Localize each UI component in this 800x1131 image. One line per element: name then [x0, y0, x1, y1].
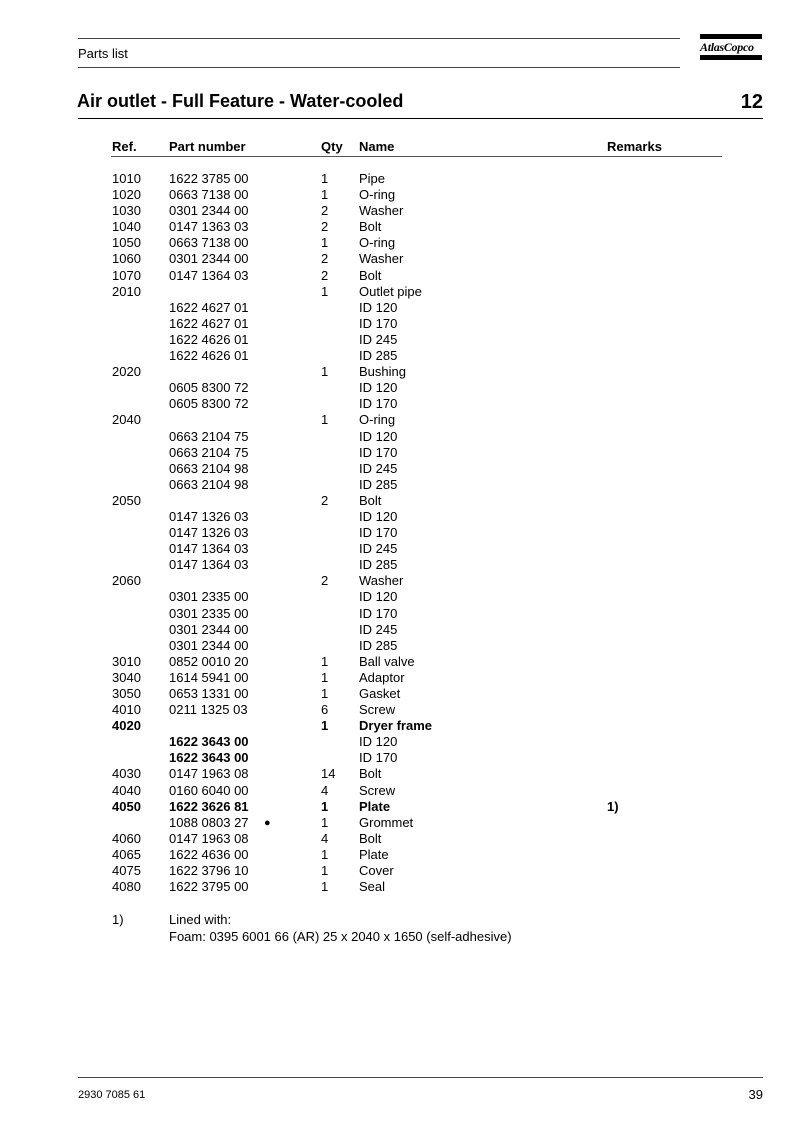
remarks-cell: 1)	[607, 798, 619, 814]
table-row	[0, 606, 800, 622]
name-cell: Adaptor	[359, 669, 405, 685]
table-row	[0, 364, 800, 380]
name-cell: Washer	[359, 251, 404, 267]
ref-cell: 4020	[112, 718, 141, 734]
ref-cell: 1010	[112, 171, 141, 186]
part-number-cell: 1088 0803 27	[169, 814, 249, 830]
name-cell: ID 170	[359, 525, 398, 541]
part-number-cell: 0211 1325 03	[169, 702, 248, 718]
name-cell: Gasket	[359, 686, 401, 701]
ref-cell: 1030	[112, 203, 141, 219]
part-number-cell: 0301 2335 00	[169, 589, 249, 605]
logo-bottom-bar	[700, 55, 762, 60]
part-number-cell: 0663 2104 98	[169, 476, 249, 492]
part-number-cell: 1622 4636 00	[169, 846, 249, 862]
name-cell: Screw	[359, 782, 396, 798]
part-number-cell: 0147 1326 03	[169, 525, 249, 541]
qty-cell: 1	[321, 863, 329, 879]
ref-cell: 4065	[112, 846, 141, 862]
table-row	[0, 300, 800, 316]
name-cell: Washer	[359, 203, 404, 219]
footnote-line-2: Foam: 0395 6001 66 (AR) 25 x 2040 x 1650 (self-adhesive)	[169, 928, 512, 944]
footnote-text	[169, 912, 512, 945]
bullet-marker: ●	[264, 816, 271, 829]
qty-cell: 1	[321, 235, 329, 251]
ref-cell: 4080	[112, 879, 141, 895]
qty-cell: 4	[321, 830, 329, 846]
part-number-cell: 0147 1364 03	[169, 557, 249, 573]
name-cell: Bolt	[359, 830, 382, 846]
part-number-cell: 0301 2344 00	[169, 637, 249, 653]
table-row	[0, 799, 800, 815]
name-cell: ID 245	[359, 541, 398, 557]
name-cell: ID 120	[359, 589, 398, 605]
table-row	[0, 525, 800, 541]
header-top-rule	[78, 38, 680, 39]
ref-cell: 3050	[112, 686, 141, 701]
ref-cell: 2060	[112, 573, 141, 589]
part-number-cell: 1622 3626 81	[169, 798, 249, 814]
table-row	[0, 251, 800, 267]
qty-cell: 1	[321, 283, 329, 299]
part-number-cell: 0663 2104 75	[169, 444, 249, 460]
footer-rule	[78, 1077, 763, 1078]
name-cell: ID 245	[359, 460, 398, 476]
ref-cell: 2040	[112, 412, 141, 428]
table-row	[0, 589, 800, 605]
column-header-ref: Ref.	[112, 139, 137, 154]
part-number-cell: 0663 7138 00	[169, 187, 249, 203]
table-row	[0, 219, 800, 235]
ref-cell: 4060	[112, 830, 141, 846]
part-number-cell: 1622 3796 10	[169, 863, 249, 879]
name-cell: Grommet	[359, 814, 414, 830]
ref-cell: 2010	[112, 283, 141, 299]
ref-cell: 1050	[112, 235, 141, 251]
table-row	[0, 380, 800, 396]
part-number-cell: 0663 2104 98	[169, 460, 249, 476]
table-row	[0, 396, 800, 412]
table-row	[0, 493, 800, 509]
part-number-cell: 1622 3643 00	[169, 734, 249, 750]
name-cell: ID 170	[359, 396, 398, 412]
ref-cell: 2020	[112, 364, 141, 380]
chapter-number: 12	[740, 91, 763, 113]
qty-cell: 1	[321, 879, 329, 895]
ref-cell: 1040	[112, 219, 141, 235]
table-row	[0, 622, 800, 638]
page-title: Air outlet - Full Feature - Water-cooled	[77, 91, 404, 111]
section-label: Parts list	[78, 46, 128, 61]
table-row	[0, 171, 800, 187]
part-number-cell: 0147 1326 03	[169, 508, 249, 524]
table-row	[0, 879, 800, 895]
atlas-copco-logo	[700, 34, 762, 60]
name-cell: ID 170	[359, 315, 398, 331]
name-cell: ID 120	[359, 428, 398, 444]
column-header-remarks: Remarks	[607, 139, 662, 154]
ref-cell: 4075	[112, 863, 141, 879]
table-row	[0, 734, 800, 750]
name-cell: Dryer frame	[359, 718, 432, 734]
ref-cell: 4010	[112, 702, 141, 718]
part-number-cell: 0663 7138 00	[169, 235, 249, 251]
qty-cell: 1	[321, 798, 329, 814]
part-number-cell: 1614 5941 00	[169, 669, 249, 685]
qty-cell: 6	[321, 702, 329, 718]
table-row	[0, 461, 800, 477]
title-rule	[78, 118, 763, 119]
part-number-cell: 1622 4626 01	[169, 348, 249, 364]
qty-cell: 1	[321, 814, 329, 830]
name-cell: ID 120	[359, 734, 398, 750]
qty-cell: 2	[321, 219, 329, 235]
ref-cell: 3040	[112, 669, 141, 685]
part-number-cell: 1622 4627 01	[169, 315, 249, 331]
table-row	[0, 670, 800, 686]
name-cell: ID 285	[359, 348, 398, 364]
part-number-cell: 0852 0010 20	[169, 653, 249, 669]
name-cell: Seal	[359, 879, 386, 895]
column-header-part-number: Part number	[169, 139, 246, 154]
part-number-cell: 0301 2344 00	[169, 203, 249, 219]
part-number-cell: 0147 1363 03	[169, 219, 249, 235]
table-row	[0, 477, 800, 493]
part-number-cell: 0301 2344 00	[169, 251, 249, 267]
page-number: 39	[748, 1087, 763, 1102]
qty-cell: 1	[321, 653, 329, 669]
part-number-cell: 0147 1364 03	[169, 541, 249, 557]
table-row	[0, 429, 800, 445]
table-row	[0, 638, 800, 654]
name-cell: ID 170	[359, 605, 398, 621]
qty-cell: 2	[321, 573, 329, 589]
table-row	[0, 863, 800, 879]
table-row	[0, 509, 800, 525]
logo-wordmark: AtlasCopco	[700, 40, 754, 54]
name-cell: ID 120	[359, 380, 398, 396]
name-cell: O-ring	[359, 235, 396, 251]
name-cell: Ball valve	[359, 653, 415, 669]
table-row	[0, 187, 800, 203]
name-cell: Outlet pipe	[359, 283, 422, 299]
table-row	[0, 203, 800, 219]
table-row	[0, 316, 800, 332]
table-row	[0, 783, 800, 799]
table-row	[0, 702, 800, 718]
qty-cell: 4	[321, 782, 329, 798]
table-row	[0, 686, 800, 702]
qty-cell: 2	[321, 492, 329, 508]
name-cell: ID 245	[359, 331, 398, 347]
name-cell: Plate	[359, 846, 389, 862]
table-row	[0, 284, 800, 300]
table-row	[0, 235, 800, 251]
qty-cell: 2	[321, 267, 329, 283]
name-cell: ID 285	[359, 557, 398, 573]
table-row	[0, 268, 800, 284]
ref-cell: 1070	[112, 267, 141, 283]
table-row	[0, 847, 800, 863]
table-row	[0, 831, 800, 847]
name-cell: Bolt	[359, 766, 382, 782]
table-row	[0, 815, 800, 831]
name-cell: Screw	[359, 702, 396, 718]
qty-cell: 2	[321, 251, 329, 267]
part-number-cell: 0605 8300 72	[169, 380, 249, 396]
table-row	[0, 750, 800, 766]
ref-cell: 2050	[112, 492, 141, 508]
name-cell: ID 285	[359, 637, 398, 653]
name-cell: Washer	[359, 573, 404, 589]
part-number-cell: 1622 3795 00	[169, 879, 249, 895]
name-cell: ID 120	[359, 508, 398, 524]
table-header-rule	[111, 156, 722, 157]
table-row	[0, 766, 800, 782]
table-row	[0, 412, 800, 428]
name-cell: ID 170	[359, 444, 398, 460]
qty-cell: 1	[321, 364, 329, 380]
qty-cell: 1	[321, 171, 329, 186]
part-number-cell: 0160 6040 00	[169, 782, 249, 798]
qty-cell: 1	[321, 669, 329, 685]
table-row	[0, 557, 800, 573]
ref-cell: 3010	[112, 653, 141, 669]
name-cell: Plate	[359, 798, 391, 814]
column-header-qty: Qty	[321, 139, 343, 154]
name-cell: ID 120	[359, 299, 398, 315]
qty-cell: 1	[321, 846, 329, 862]
name-cell: ID 285	[359, 476, 398, 492]
table-row	[0, 332, 800, 348]
table-row	[0, 445, 800, 461]
part-number-cell: 0605 8300 72	[169, 396, 249, 412]
part-number-cell: 0147 1963 08	[169, 830, 249, 846]
name-cell: Pipe	[359, 171, 386, 186]
header-bottom-rule	[78, 67, 680, 68]
part-number-cell: 0147 1963 08	[169, 766, 249, 782]
name-cell: Bushing	[359, 364, 406, 380]
name-cell: Bolt	[359, 267, 382, 283]
footnote-line-1: Lined with:	[169, 912, 232, 927]
ref-cell: 4050	[112, 798, 141, 814]
qty-cell: 1	[321, 718, 329, 734]
table-row	[0, 718, 800, 734]
table-row	[0, 348, 800, 364]
part-number-cell: 1622 4626 01	[169, 331, 249, 347]
footnote-mark: 1)	[112, 912, 124, 927]
qty-cell: 14	[321, 766, 336, 782]
document-number: 2930 7085 61	[78, 1089, 146, 1101]
name-cell: Bolt	[359, 219, 382, 235]
name-cell: O-ring	[359, 187, 396, 203]
qty-cell: 1	[321, 187, 329, 203]
part-number-cell: 1622 3785 00	[169, 171, 249, 186]
part-number-cell: 0147 1364 03	[169, 267, 249, 283]
table-row	[0, 541, 800, 557]
part-number-cell: 0653 1331 00	[169, 686, 249, 701]
qty-cell: 1	[321, 412, 329, 428]
part-number-cell: 1622 4627 01	[169, 299, 249, 315]
part-number-cell: 0301 2344 00	[169, 621, 249, 637]
ref-cell: 4040	[112, 782, 141, 798]
ref-cell: 4030	[112, 766, 141, 782]
part-number-cell: 1622 3643 00	[169, 750, 249, 766]
qty-cell: 1	[321, 686, 329, 701]
part-number-cell: 0663 2104 75	[169, 428, 249, 444]
name-cell: Cover	[359, 863, 394, 879]
ref-cell: 1060	[112, 251, 141, 267]
name-cell: Bolt	[359, 492, 382, 508]
table-row	[0, 654, 800, 670]
name-cell: ID 245	[359, 621, 398, 637]
ref-cell: 1020	[112, 187, 141, 203]
parts-table	[0, 171, 800, 895]
qty-cell: 2	[321, 203, 329, 219]
name-cell: ID 170	[359, 750, 398, 766]
column-header-name: Name	[359, 139, 395, 154]
table-row	[0, 573, 800, 589]
part-number-cell: 0301 2335 00	[169, 605, 249, 621]
name-cell: O-ring	[359, 412, 396, 428]
